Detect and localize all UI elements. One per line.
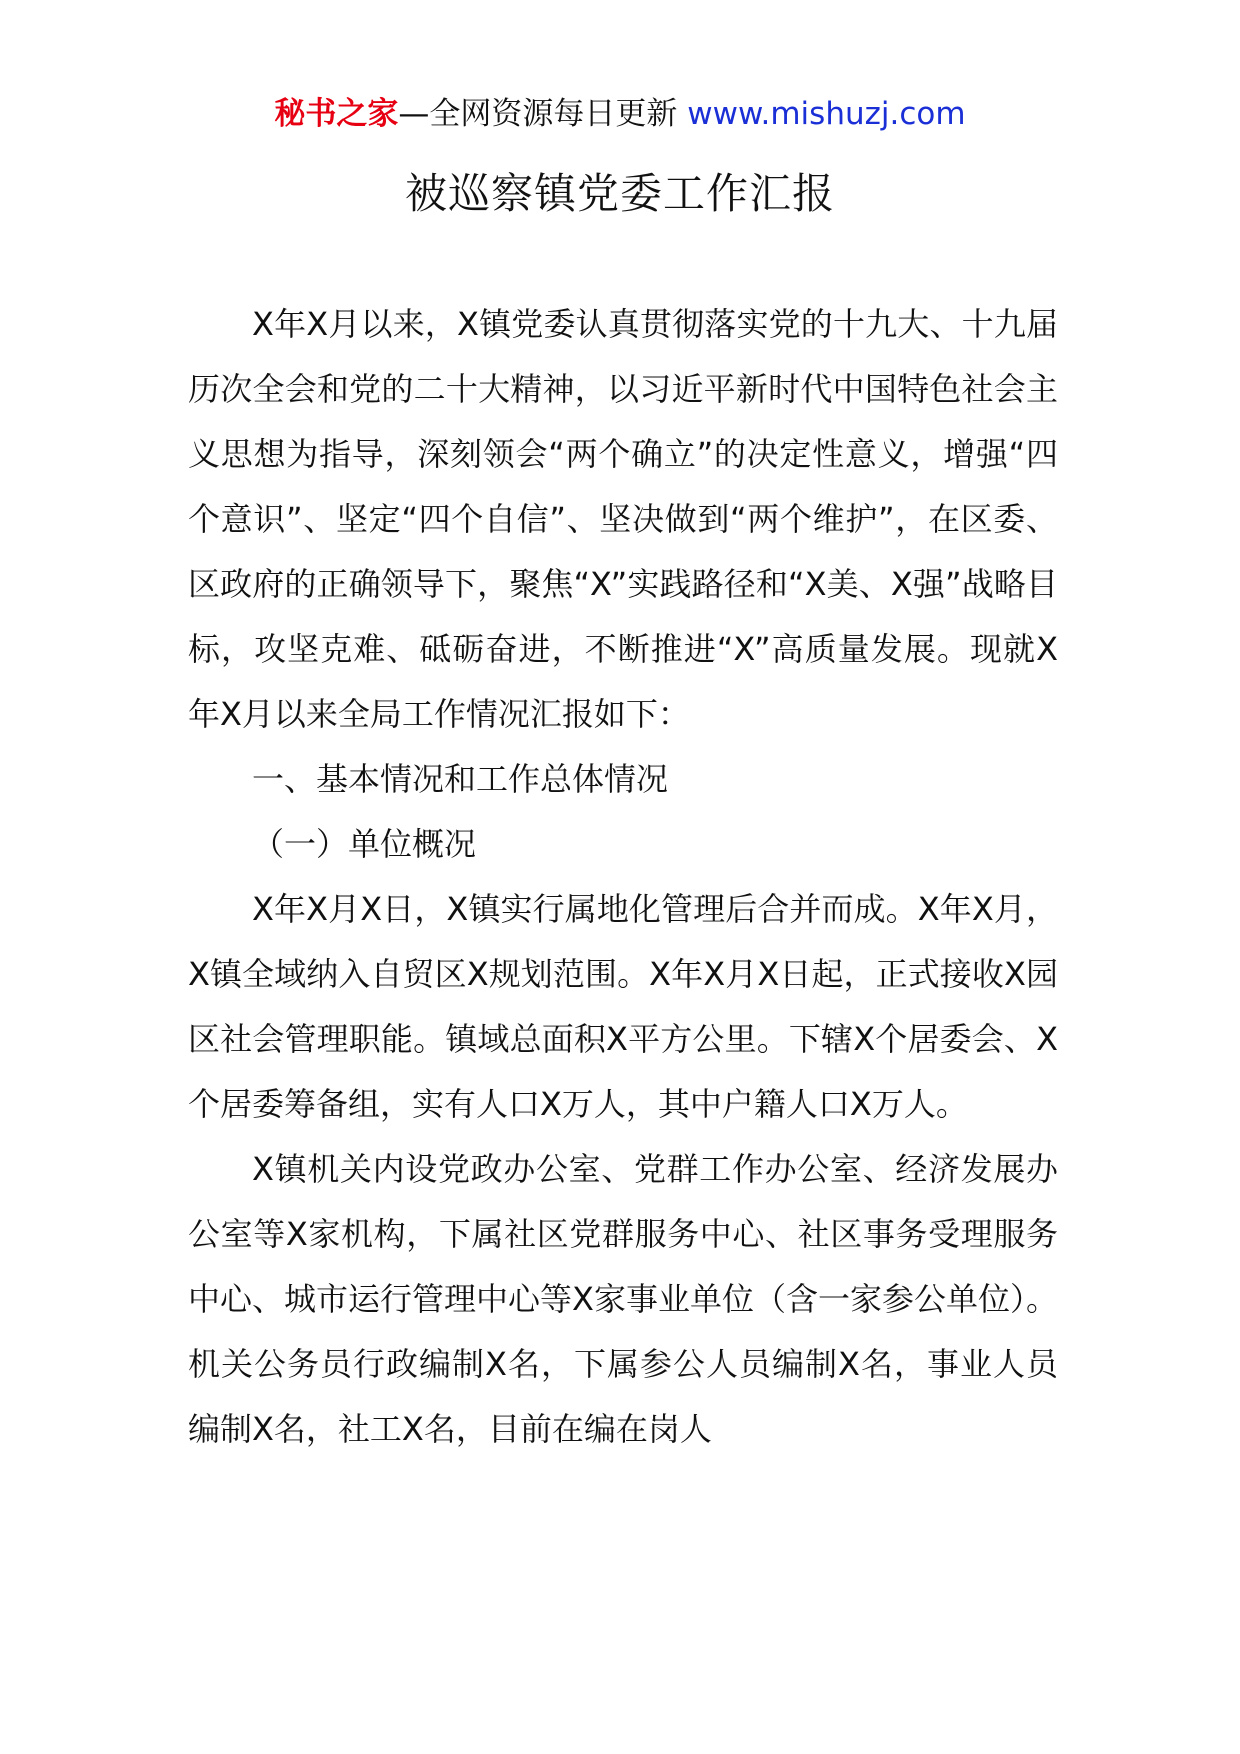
site-header [0,94,1240,134]
document-title: 被巡察镇党委工作汇报 [404,169,835,218]
document-body [188,292,1058,1462]
section-heading-1: 一、基本情况和工作总体情况 [252,760,669,798]
site-slogan: —全网资源每日更新 [398,96,678,132]
paragraph-intro: X年X月以来，X镇党委认真贯彻落实党的十九大、十九届历次全会和党的二十大精神，以习近平新时代中国特色社会主义思想为指导，深刻领会“两个确立”的决定性意义，增强“四个意识”、坚定“四个自信”、坚决做到“两个维护”，在区委、区政府的正确领导下，聚焦“X”实践路径和“X美、X强”战略目标，攻坚克难、砥砺奋进，不断推进“X”高质量发展。现就X年X月以来全局工作情况汇报如下： [188,305,1058,733]
brand-name: 秘书之家 [274,96,399,132]
site-url-link[interactable]: www.mishuzj.com [687,96,966,132]
paragraph-organization: X镇机关内设党政办公室、党群工作办公室、经济发展办公室等X家机构，下属社区党群服务中心、社区事务受理服务中心、城市运行管理中心等X家事业单位（含一家参公单位）。机关公务员行政编制X名，下属参公人员编制X名，事业人员编制X名，社工X名，目前在编在岗人 [188,1150,1058,1448]
paragraph-unit-overview: X年X月X日，X镇实行属地化管理后合并而成。X年X月，X镇全域纳入自贸区X规划范围。X年X月X日起，正式接收X园区社会管理职能。镇域总面积X平方公里。下辖X个居委会、X个居委筹备组，实有人口X万人，其中户籍人口X万人。 [188,890,1058,1123]
subsection-heading-1: （一）单位概况 [252,825,477,863]
